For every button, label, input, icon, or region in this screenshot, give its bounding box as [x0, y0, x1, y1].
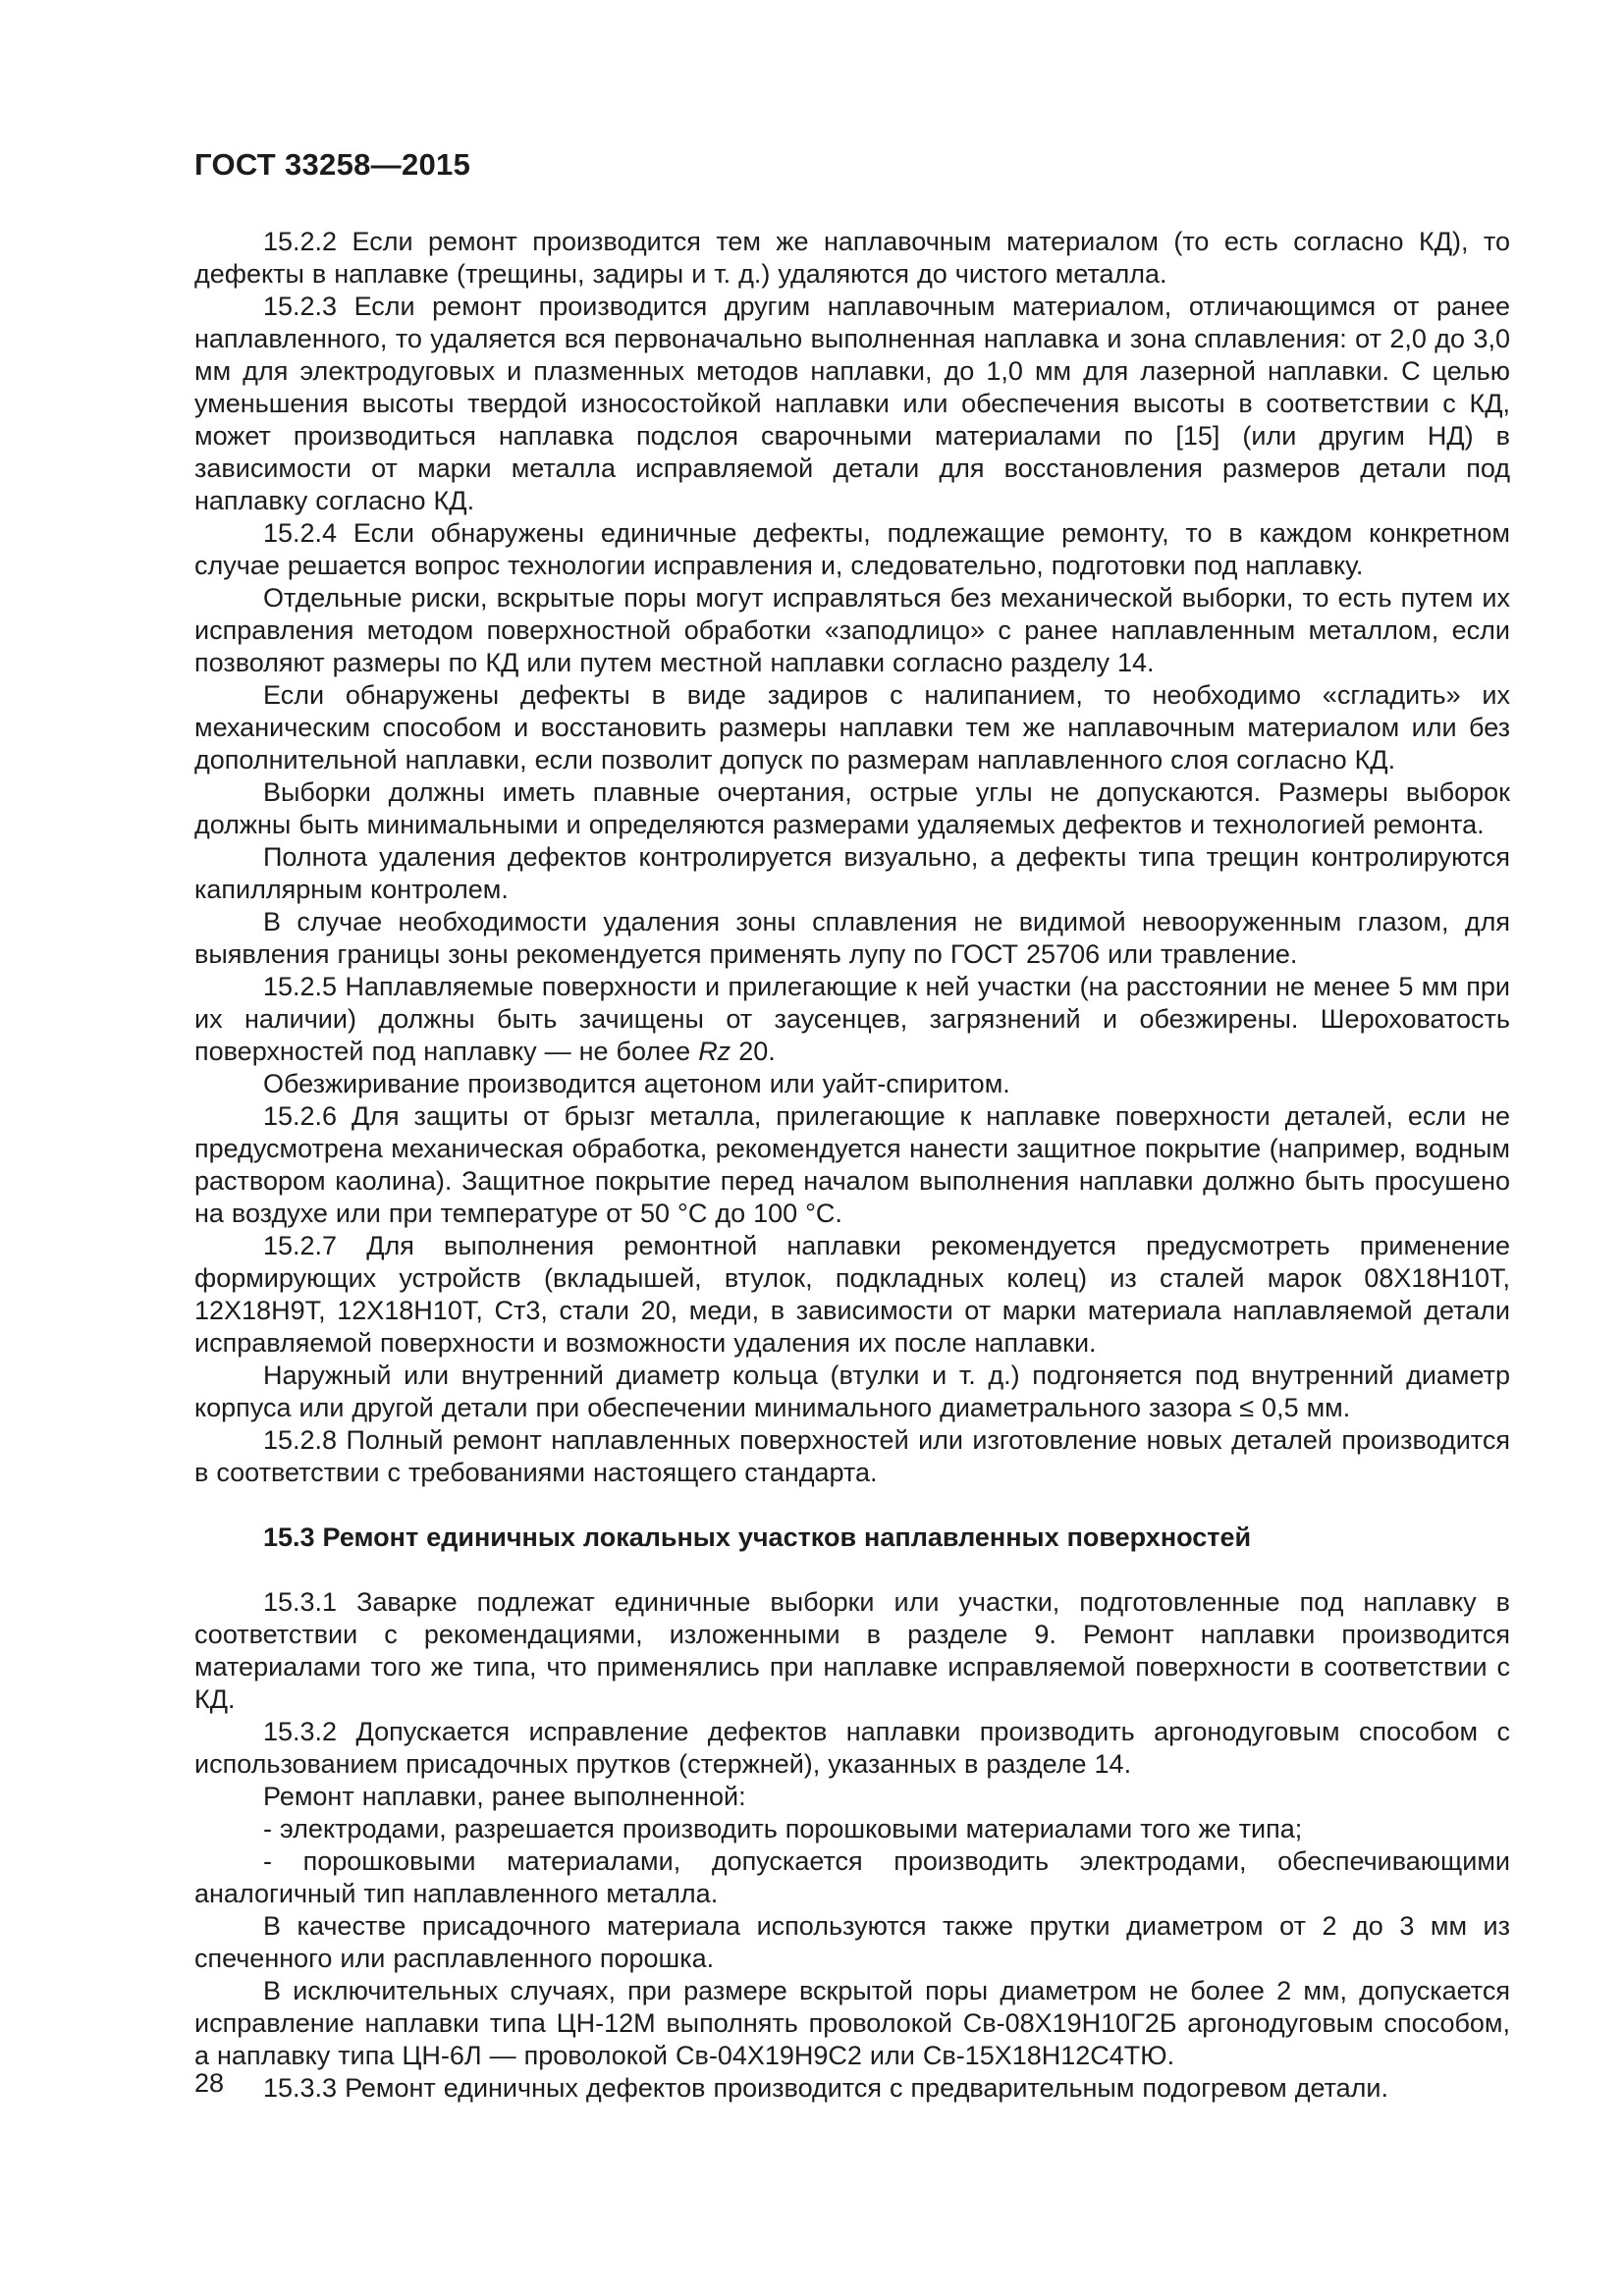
clause-15-2-4-paragraph-scoring: Если обнаружены дефекты в виде задиров с налипанием, то необходимо «сгладить» их механическим способом и восстановить размеры наплавки тем же наплавочным материалом или без дополнительной наплавки, если позволит допуск по размерам наплавленного слоя согласно КД.: [194, 680, 1510, 774]
section-heading-15-3: 15.3 Ремонт единичных локальных участков наплавленных поверхностей: [263, 1522, 1252, 1552]
clause-15-2-4-paragraph-risks: Отдельные риски, вскрытые поры могут исправляться без механической выборки, то есть путем их исправления методом поверхностной обработки «заподлицо» с ранее наплавленным металлом, если позволяют размеры по КД или путем местной наплавки согласно разделу 14.: [194, 583, 1510, 677]
clause-15-2-5-text-end: 20.: [731, 1037, 776, 1066]
page-number: 28: [194, 2068, 225, 2098]
list-item-dash-electrodes: - электродами, разрешается производить порошковыми материалами того же типа;: [263, 1814, 1303, 1843]
clause-15-2-5: [194, 971, 1510, 1068]
clause-15-2-8: 15.2.8 Полный ремонт наплавленных поверхностей или изготовление новых деталей производится в соответствии с требованиями настоящего стандарта.: [194, 1425, 1510, 1487]
clause-15-2-5-text: 15.2.5 Наплавляемые поверхности и прилегающие к ней участки (на расстоянии не менее 5 мм при их наличии) должны быть зачищены от заусенцев, загрязнений и обезжирены. Шероховатость поверхностей под наплавку — не более: [194, 972, 1510, 1066]
clause-15-3-2-paragraph-exceptions: В исключительных случаях, при размере вскрытой поры диаметром не более 2 мм, допускается исправление наплавки типа ЦН-12М выполнять проволокой Св-08Х19Н10Г2Б аргонодуговым способом, а наплавку типа ЦН-6Л — проволокой Св-04Х19Н9С2 или Св-15Х18Н12С4ТЮ.: [194, 1976, 1510, 2070]
clause-15-2-4-paragraph-fusion-zone: В случае необходимости удаления зоны сплавления не видимой невооруженным глазом, для выявления границы зоны рекомендуется применять лупу по ГОСТ 25706 или травление.: [194, 907, 1510, 969]
clause-15-3-1: 15.3.1 Заварке подлежат единичные выборки или участки, подготовленные под наплавку в соответствии с рекомендациями, изложенными в разделе 9. Ремонт наплавки производится материалами того же типа, что применялись при наплавке исправляемой поверхности в соответствии с КД.: [194, 1587, 1510, 1714]
clause-15-2-3: 15.2.3 Если ремонт производится другим наплавочным материалом, отличающимся от ранее наплавленного, то удаляется вся первоначально выполненная наплавка и зона сплавления: от 2,0 до 3,0 мм для электродуговых и плазменных методов наплавки, до 1,0 мм для лазерной наплавки. С целью уменьшения высоты твердой износостойкой наплавки или обеспечения высоты в соответствии с КД, может производиться наплавка подслоя сварочными материалами по [15] (или другим НД) в зависимости от марки металла исправляемой детали для восстановления размеров детали под наплавку согласно КД.: [194, 292, 1510, 515]
document-body: [194, 226, 1510, 2105]
clause-15-3-2: 15.3.2 Допускается исправление дефектов наплавки производить аргонодуговым способом с использованием присадочных прутков (стержней), указанных в разделе 14.: [194, 1717, 1510, 1779]
standard-code-header: ГОСТ 33258—2015: [194, 147, 471, 182]
clause-15-2-7: 15.2.7 Для выполнения ремонтной наплавки рекомендуется предусмотреть применение формирующих устройств (вкладышей, втулок, подкладных колец) из сталей марок 08Х18Н10Т, 12Х18Н9Т, 12Х18Н10Т, Ст3, стали 20, меди, в зависимости от марки материала наплавляемой детали исправляемой поверхности и возможности удаления их после наплавки.: [194, 1231, 1510, 1358]
clause-15-2-4: 15.2.4 Если обнаружены единичные дефекты, подлежащие ремонту, то в каждом конкретном случае решается вопрос технологии исправления и, следовательно, подготовки под наплавку.: [194, 518, 1510, 580]
clause-15-2-2: 15.2.2 Если ремонт производится тем же наплавочным материалом (то есть согласно КД), то дефекты в наплавке (трещины, задиры и т. д.) удаляются до чистого металла.: [194, 227, 1510, 289]
clause-15-3-3: 15.3.3 Ремонт единичных дефектов производится с предварительным подогревом детали.: [263, 2073, 1389, 2103]
roughness-symbol: Rz: [698, 1037, 731, 1066]
clause-15-2-5-paragraph-degreasing: Обезжиривание производится ацетоном или уайт-спиритом.: [263, 1069, 1010, 1098]
clause-15-2-6: 15.2.6 Для защиты от брызг металла, прилегающие к наплавке поверхности деталей, если не предусмотрена механическая обработка, рекомендуется нанести защитное покрытие (например, водным раствором каолина). Защитное покрытие перед началом выполнения наплавки должно быть просушено на воздухе или при температуре от 50 °С до 100 °С.: [194, 1101, 1510, 1228]
clause-15-3-2-paragraph-filler-rods: В качестве присадочного материала используются также прутки диаметром от 2 до 3 мм из спеченного или расплавленного порошка.: [194, 1911, 1510, 1973]
clause-15-2-7-paragraph-ring-diameter: Наружный или внутренний диаметр кольца (втулки и т. д.) подгоняется под внутренний диаметр корпуса или другой детали при обеспечении минимального диаметрального зазора ≤ 0,5 мм.: [194, 1361, 1510, 1422]
list-item-dash-powder-materials: - порошковыми материалами, допускается производить электродами, обеспечивающими аналогичный тип наплавленного металла.: [194, 1846, 1510, 1908]
clause-15-2-4-paragraph-grooves: Выборки должны иметь плавные очертания, острые углы не допускаются. Размеры выборок должны быть минимальными и определяются размерами удаляемых дефектов и технологией ремонта.: [194, 777, 1510, 839]
clause-15-3-2-paragraph-repair-intro: Ремонт наплавки, ранее выполненной:: [263, 1782, 746, 1811]
clause-15-2-4-paragraph-inspection: Полнота удаления дефектов контролируется визуально, а дефекты типа трещин контролируются капиллярным контролем.: [194, 842, 1510, 904]
